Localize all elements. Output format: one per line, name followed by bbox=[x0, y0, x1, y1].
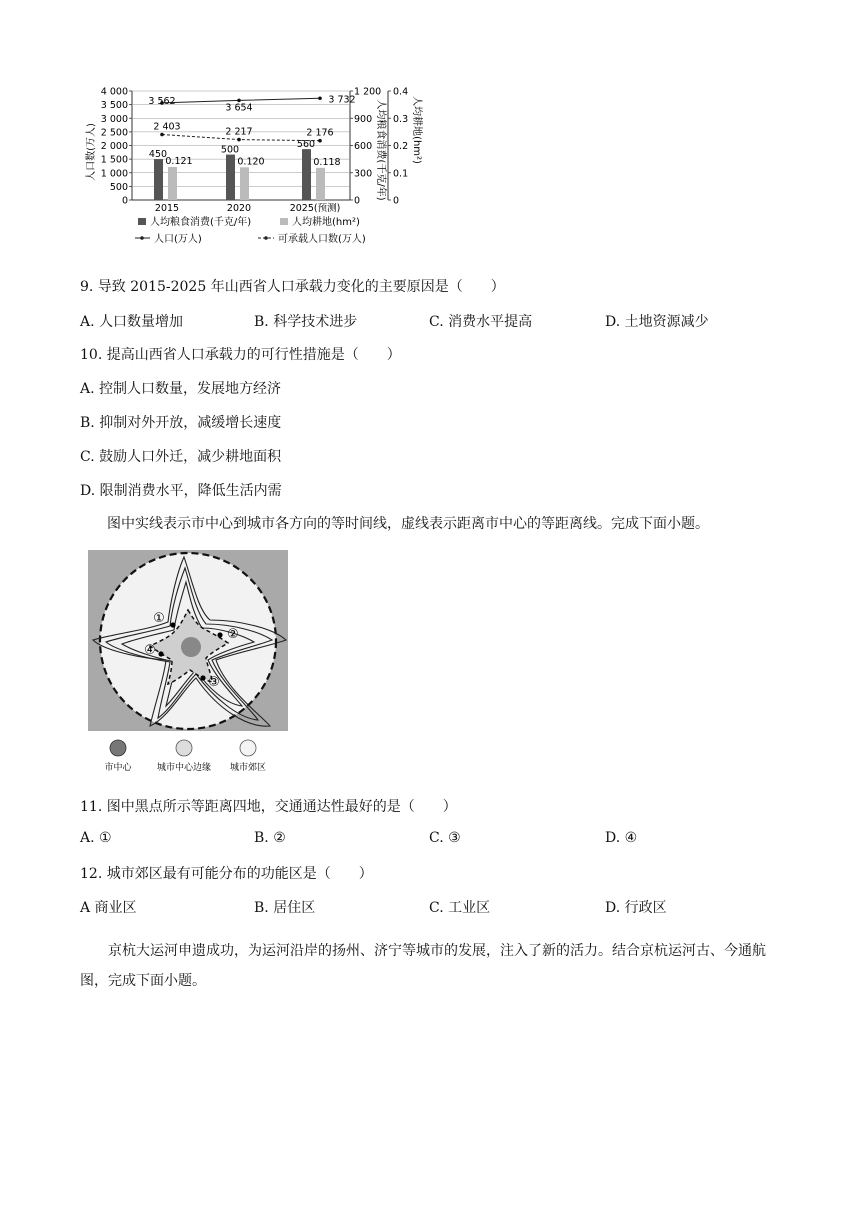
legend-grain: 人均粮食消费(千克/年) bbox=[150, 217, 252, 228]
bar-farmland-label: 0.121 bbox=[165, 156, 193, 168]
chart-legend bbox=[135, 215, 366, 245]
q12-option-b[interactable]: B. 居住区 bbox=[254, 900, 316, 916]
capacity-label: 2 403 bbox=[153, 121, 181, 133]
left-tick-label: 500 bbox=[109, 181, 128, 193]
capacity-point bbox=[237, 138, 241, 142]
city-isochrone-map bbox=[88, 550, 290, 780]
bar-grain bbox=[154, 159, 163, 200]
left-axis-title: 人口数(万人) bbox=[86, 123, 97, 181]
q10-option-b[interactable]: B. 抑制对外开放，减缓增长速度 bbox=[80, 415, 282, 431]
legend-capacity: 可承载人口数(万人) bbox=[278, 234, 366, 245]
right-tick-label-1: 300 bbox=[354, 168, 373, 180]
q10-option-d[interactable]: D. 限制消费水平，降低生活内需 bbox=[80, 483, 282, 499]
bar-farmland bbox=[240, 167, 249, 200]
right-tick-label-2: 0.2 bbox=[393, 141, 409, 152]
left-tick-label: 2 000 bbox=[100, 141, 128, 152]
left-tick-label: 3 500 bbox=[100, 100, 128, 112]
left-tick-label: 4 000 bbox=[100, 86, 128, 98]
q11-option-a[interactable]: A. ① bbox=[80, 830, 112, 846]
population-point bbox=[318, 97, 322, 101]
q9-option-b[interactable]: B. 科学技术进步 bbox=[254, 314, 358, 330]
q12-option-d[interactable]: D. 行政区 bbox=[605, 900, 667, 916]
bar-grain-label: 500 bbox=[220, 144, 240, 156]
right-tick-label-2: 0.1 bbox=[393, 168, 409, 180]
right-tick-label-1: 0 bbox=[354, 195, 361, 207]
legend-suburb-swatch bbox=[240, 740, 256, 756]
point-1-label: ① bbox=[153, 611, 165, 626]
capacity-point bbox=[318, 139, 322, 143]
legend-swatch-farmland bbox=[280, 218, 288, 225]
left-tick-label: 1 000 bbox=[100, 168, 128, 180]
q12-option-c[interactable]: C. 工业区 bbox=[429, 900, 491, 916]
q9-option-d[interactable]: D. 土地资源减少 bbox=[605, 314, 709, 330]
right-tick-label-2: 0 bbox=[393, 195, 400, 207]
intro-paragraph-3: 京杭大运河申遗成功，为运河沿岸的扬州、济宁等城市的发展，注入了新的活力。结合京杭运河古、今通航图，完成下面小题。 bbox=[80, 943, 766, 989]
point-3-label: ③ bbox=[208, 675, 220, 690]
left-tick-label: 1 500 bbox=[100, 154, 128, 166]
population-label: 3 562 bbox=[148, 95, 176, 107]
q9-option-c[interactable]: C. 消费水平提高 bbox=[429, 314, 533, 330]
right-tick-label-2: 0.3 bbox=[393, 113, 409, 125]
q10-option-c[interactable]: C. 鼓励人口外迁，减少耕地面积 bbox=[80, 449, 282, 465]
q11-option-d[interactable]: D. ④ bbox=[605, 830, 638, 846]
right-axis-title-1: 人均粮食消费(千克/年) bbox=[375, 99, 386, 201]
bar-farmland bbox=[316, 168, 325, 200]
point-4-dot bbox=[158, 651, 163, 656]
left-tick-label: 3 000 bbox=[100, 113, 128, 125]
bar-farmland-label: 0.120 bbox=[237, 156, 265, 168]
legend-center-edge-swatch bbox=[176, 740, 192, 756]
x-category-label: 2020 bbox=[226, 203, 252, 214]
population-label: 3 732 bbox=[328, 94, 356, 106]
legend-population: 人口(万人) bbox=[154, 234, 202, 245]
point-1-dot bbox=[170, 622, 175, 627]
right-tick-label-1: 900 bbox=[354, 113, 373, 125]
legend-city-center-swatch bbox=[110, 740, 126, 756]
q11-option-b[interactable]: B. ② bbox=[254, 830, 286, 846]
point-4-label: ④ bbox=[144, 643, 156, 658]
right-tick-label-1: 600 bbox=[354, 141, 373, 152]
point-2-label: ② bbox=[227, 627, 239, 642]
legend-farmland: 人均耕地(hm²) bbox=[292, 217, 360, 228]
q12-option-a[interactable]: A 商业区 bbox=[80, 900, 137, 916]
q10-option-a[interactable]: A. 控制人口数量，发展地方经济 bbox=[80, 381, 282, 397]
question-12-stem: 12. 城市郊区最有可能分布的功能区是（ ） bbox=[80, 866, 373, 882]
capacity-label: 2 217 bbox=[225, 126, 253, 138]
left-tick-label: 2 500 bbox=[100, 127, 128, 139]
intro-paragraph-2: 图中实线表示市中心到城市各方向的等时间线，虚线表示距离市中心的等距离线。完成下面小题。 bbox=[107, 516, 709, 532]
bar-farmland bbox=[168, 167, 177, 200]
legend-swatch-grain bbox=[138, 218, 146, 225]
x-category-label: 2025(预测) bbox=[289, 203, 341, 214]
capacity-point bbox=[160, 133, 164, 137]
capacity-label: 2 176 bbox=[306, 127, 334, 139]
bar-grain bbox=[302, 149, 311, 200]
right-axis-title-2: 人均耕地(hm²) bbox=[411, 96, 422, 164]
point-2-dot bbox=[217, 632, 222, 637]
population-chart bbox=[80, 82, 440, 252]
city-center-dot bbox=[181, 637, 201, 657]
bar-grain bbox=[226, 155, 235, 200]
left-tick-label: 0 bbox=[121, 195, 128, 207]
question-9-stem: 9. 导致 2015-2025 年山西省人口承载力变化的主要原因是（ ） bbox=[80, 279, 505, 295]
question-10-stem: 10. 提高山西省人口承载力的可行性措施是（ ） bbox=[80, 347, 401, 363]
x-category-label: 2015 bbox=[154, 203, 180, 214]
q9-option-a[interactable]: A. 人口数量增加 bbox=[80, 314, 184, 330]
bar-grain-label: 560 bbox=[296, 139, 316, 151]
bar-farmland-label: 0.118 bbox=[313, 156, 341, 168]
legend-suburb: 城市郊区 bbox=[229, 763, 267, 773]
right-tick-label-2: 0.4 bbox=[393, 86, 409, 98]
right-tick-label-1: 1 200 bbox=[354, 86, 382, 98]
legend-city-center: 市中心 bbox=[104, 763, 132, 773]
point-3-dot bbox=[200, 675, 205, 680]
population-label: 3 654 bbox=[225, 102, 253, 114]
question-11-stem: 11. 图中黑点所示等距离四地，交通通达性最好的是（ ） bbox=[80, 799, 457, 815]
q11-option-c[interactable]: C. ③ bbox=[429, 830, 461, 846]
bar-grain-label: 450 bbox=[148, 149, 168, 161]
legend-center-edge: 城市中心边缘 bbox=[156, 763, 212, 773]
